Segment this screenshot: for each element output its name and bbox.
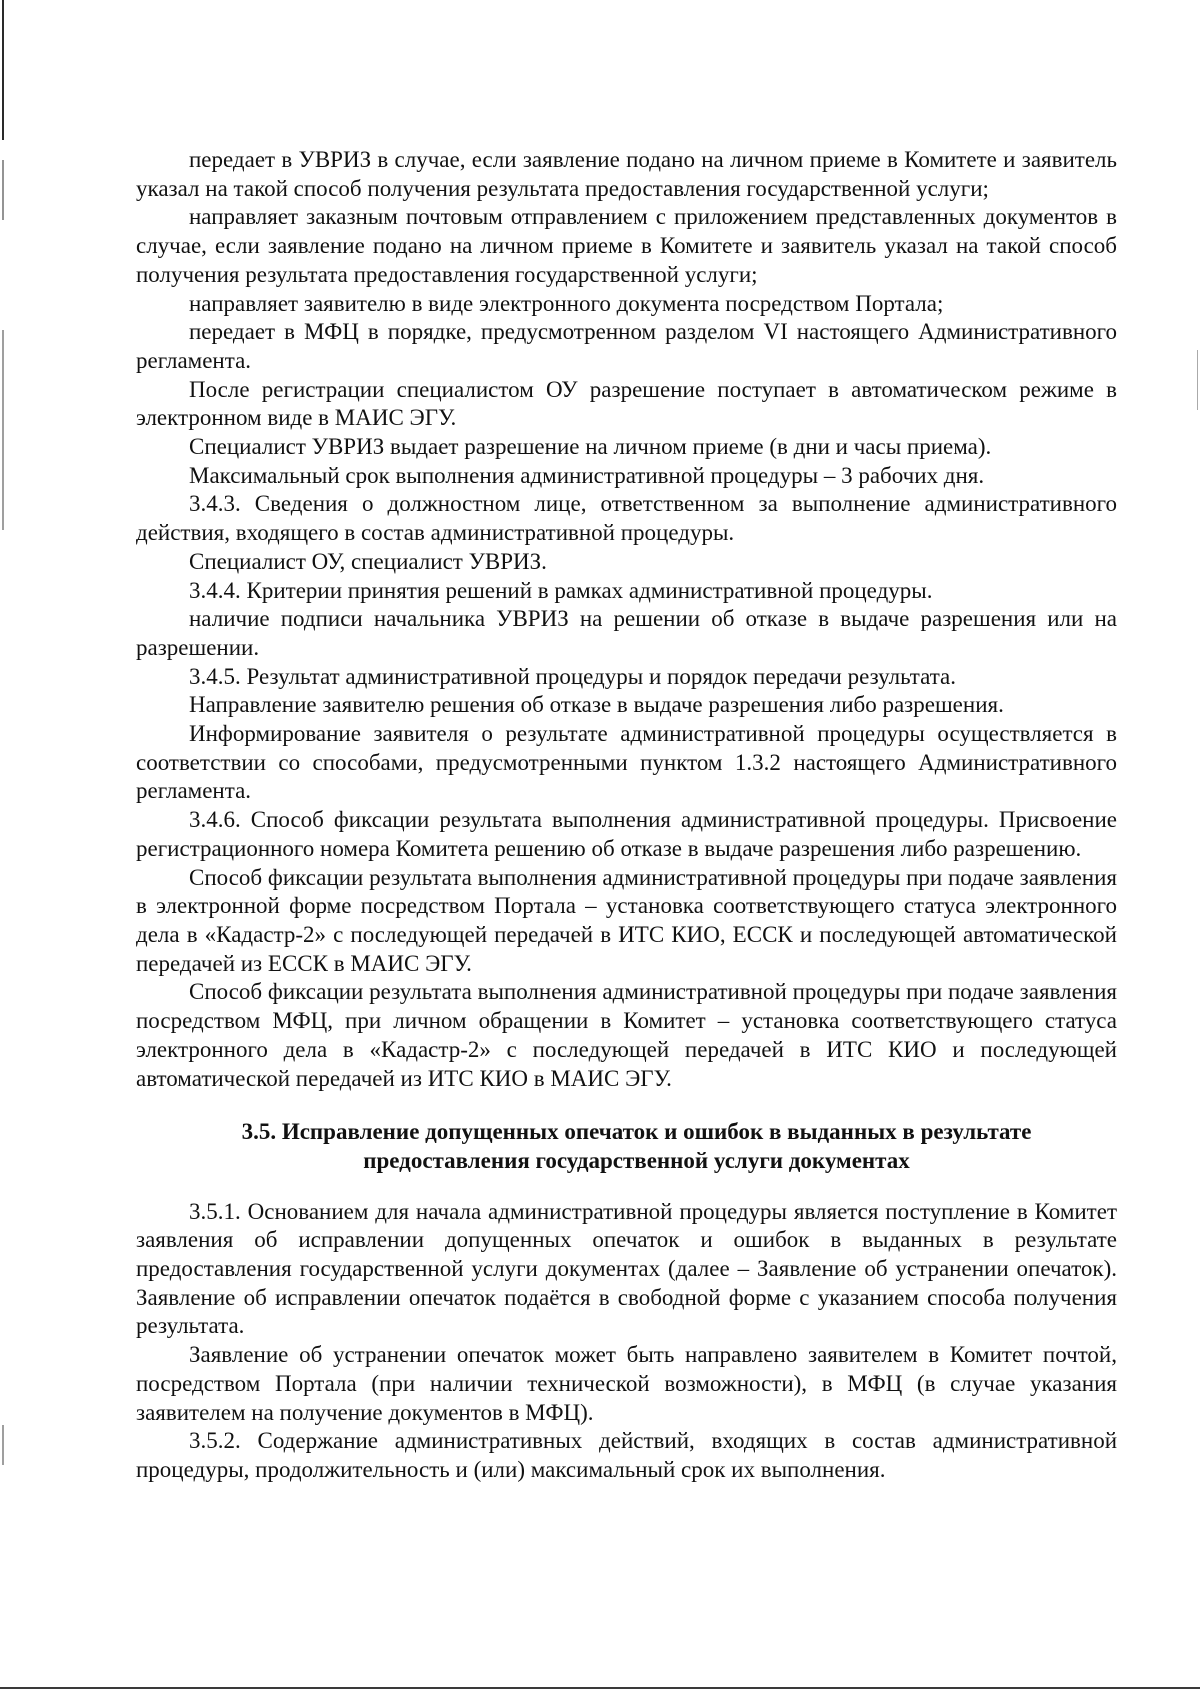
paragraph: направляет заявителю в виде электронного документа посредством Портала; xyxy=(189,290,944,316)
paragraph: направляет заказным почтовым отправлением с приложением представленных документов в случае, если заявление подано на личном приеме в Комитете и заявитель указал на такой способ получения результата предоставления государственной услуги; xyxy=(136,204,1117,287)
paragraph: Специалист УВРИЗ выдает разрешение на личном приеме (в дни и часы приема). xyxy=(189,434,992,460)
paragraph: 3.5.2. Содержание административных действий, входящих в состав административной процедуры, продолжительность и (или) максимальный срок их выполнения. xyxy=(136,1428,1117,1482)
section-heading: 3.5. Исправление допущенных опечаток и ошибок в выданных в результате предоставления государственной услуги документах xyxy=(241,1119,1032,1173)
scan-edge-mark xyxy=(2,330,4,530)
paragraph: Информирование заявителя о результате административной процедуры осуществляется в соответствии со способами, предусмотренными пунктом 1.3.2 настоящего Административного регламента. xyxy=(136,721,1117,804)
paragraph: передает в МФЦ в порядке, предусмотренном разделом VI настоящего Административного регламента. xyxy=(136,319,1117,373)
scan-edge-mark xyxy=(1197,350,1198,410)
paragraph: Заявление об устранении опечаток может быть направлено заявителем в Комитет почтой, посредством Портала (при наличии технической возможности), в МФЦ (в случае указания заявителем на получение документов в МФЦ). xyxy=(136,1342,1117,1425)
paragraph: 3.4.6. Способ фиксации результата выполнения административной процедуры. Присвоение регистрационного номера Комитета решению об отказе в выдаче разрешения либо разрешению. xyxy=(136,807,1117,861)
paragraph: 3.5.1. Основанием для начала административной процедуры является поступление в Комитет заявления об исправлении допущенных опечаток и ошибок в выданных в результате предоставления государственной услуги документах (далее – Заявление об устранении опечаток). Заявление об исправлении опечаток подаётся в свободной форме с указанием способа получения результата. xyxy=(136,1198,1117,1339)
paragraph: передает в УВРИЗ в случае, если заявление подано на личном приеме в Комитете и заявитель указал на такой способ получения результата предоставления государственной услуги; xyxy=(136,147,1117,201)
paragraph: После регистрации специалистом ОУ разрешение поступает в автоматическом режиме в электронном виде в МАИС ЭГУ. xyxy=(136,376,1117,431)
paragraph: Способ фиксации результата выполнения административной процедуры при подаче заявления посредством МФЦ, при личном обращении в Комитет – установка соответствующего статуса электронного дела в «Кадастр-2» с последующей передачей в ИТС КИО и последующей автоматической передачей из ИТС КИО в МАИС ЭГУ. xyxy=(136,979,1117,1091)
scan-edge-mark xyxy=(2,0,4,140)
paragraph: Специалист ОУ, специалист УВРИЗ. xyxy=(189,548,547,574)
paragraph: Способ фиксации результата выполнения административной процедуры при подаче заявления в электронной форме посредством Портала – установка соответствующего статуса электронного дела в «Кадастр-2» с последующей передачей в ИТС КИО, ЕССК и последующей автоматической передачей из ЕССК в МАИС ЭГУ. xyxy=(136,864,1117,976)
paragraph: Максимальный срок выполнения административной процедуры – 3 рабочих дня. xyxy=(189,462,985,488)
scan-edge-mark xyxy=(2,160,4,220)
scan-bottom-edge xyxy=(0,1687,1200,1689)
paragraph: 3.4.5. Результат административной процедуры и порядок передачи результата. xyxy=(189,663,956,689)
paragraph: 3.4.4. Критерии принятия решений в рамках административной процедуры. xyxy=(189,577,933,603)
paragraph: наличие подписи начальника УВРИЗ на решении об отказе в выдаче разрешения или на разрешении. xyxy=(136,606,1117,660)
document-body xyxy=(136,146,1117,1485)
paragraph: Направление заявителю решения об отказе в выдаче разрешения либо разрешения. xyxy=(189,692,1004,718)
scan-edge-mark xyxy=(2,1425,4,1465)
paragraph: 3.4.3. Сведения о должностном лице, ответственном за выполнение административного действия, входящего в состав административной процедуры. xyxy=(136,491,1117,546)
